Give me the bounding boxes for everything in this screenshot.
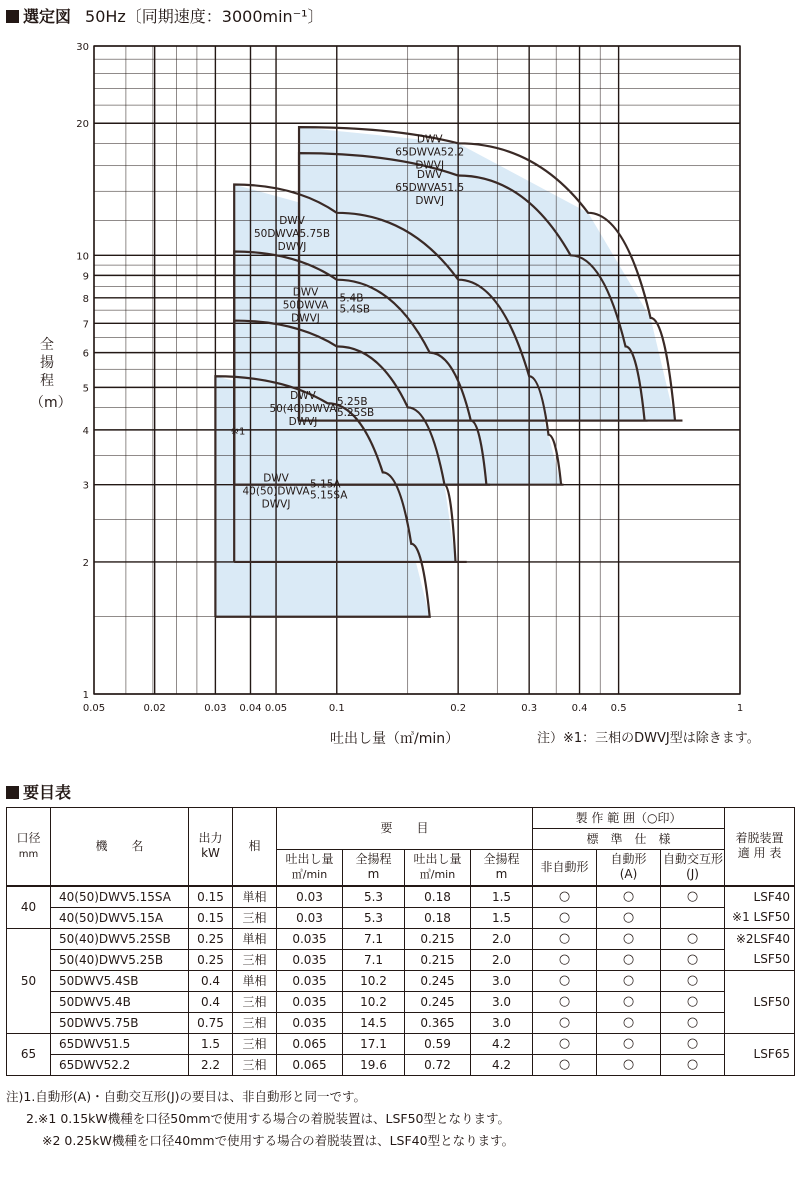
region-label: DWV	[263, 472, 289, 485]
table-row	[7, 1033, 795, 1054]
y-tick-label: 7	[82, 319, 89, 331]
lsf-cell: LSF50	[725, 970, 795, 1033]
chart-footnote: 注）※1：三相のDWVJ型は除きます。	[537, 731, 760, 746]
flow-header-unit: ㎥/min	[419, 868, 456, 882]
region-suffix: 5.25SB	[336, 407, 375, 420]
lsf-value: LSF50	[753, 952, 791, 966]
flow-min-cell: 0.035	[277, 991, 343, 1012]
flow-max-cell: 0.18	[405, 886, 471, 908]
square-bullet-icon	[6, 10, 19, 23]
region-suffix: 5.4B	[339, 292, 364, 305]
nonauto-mark: ○	[533, 928, 597, 949]
head-min-cell: 2.0	[471, 928, 533, 949]
output-header-label: 出力	[198, 831, 223, 846]
y-axis-title-char: 程	[40, 373, 54, 389]
flow-max-cell: 0.215	[405, 928, 471, 949]
table-row	[7, 949, 795, 970]
auto-mark: ○	[597, 991, 661, 1012]
flow-max-cell: 0.59	[405, 1033, 471, 1054]
head-max-cell: 7.1	[343, 949, 405, 970]
head-min-cell: 3.0	[471, 1012, 533, 1033]
bore-cell: 65	[7, 1033, 51, 1075]
auto-mark: ○	[597, 970, 661, 991]
alt-mark: ○	[661, 1012, 725, 1033]
lsf-header-line2: 適 用 表	[737, 846, 782, 861]
y-tick-label: 3	[82, 480, 89, 492]
y-tick-label: 10	[76, 251, 89, 263]
x-tick-label: 0.4	[571, 703, 588, 714]
flow-header-label: 吐出し量	[413, 852, 462, 867]
nonauto-mark: ○	[533, 1033, 597, 1054]
region-label: DWVJ	[291, 312, 320, 325]
region-label: 65DWVA52.2	[395, 146, 465, 159]
output-cell: 0.4	[189, 991, 233, 1012]
bore-header-label: 口径	[16, 830, 41, 845]
flow-min-cell: 0.035	[277, 949, 343, 970]
table-row	[7, 928, 795, 949]
region-label: DWVJ	[415, 159, 445, 172]
alt-mark: ○	[661, 886, 725, 908]
output-cell: 0.25	[189, 949, 233, 970]
flow-max-cell: 0.245	[405, 970, 471, 991]
phase-cell: 単相	[233, 928, 277, 949]
region-label: 50(40)DWVA	[269, 403, 337, 416]
region-label: DWVJ	[415, 195, 445, 208]
lsf-value: ※2LSF40	[735, 932, 791, 946]
head-max-cell: 17.1	[343, 1033, 405, 1054]
output-cell: 0.4	[189, 970, 233, 991]
phase-cell: 三相	[233, 991, 277, 1012]
x-tick-label: 0.02	[143, 703, 166, 714]
head-min-cell: 4.2	[471, 1054, 533, 1075]
y-tick-label: 9	[82, 271, 89, 283]
flow-header	[405, 850, 471, 886]
x-tick-label: 0.1	[328, 703, 345, 714]
y-tick-label: 30	[76, 42, 89, 53]
head-max-cell: 19.6	[343, 1054, 405, 1075]
flow-header-unit: ㎥/min	[291, 868, 328, 882]
head-min-cell: 1.5	[471, 886, 533, 908]
head-max-cell: 5.3	[343, 907, 405, 928]
flow-header-label: 吐出し量	[285, 852, 334, 867]
lsf-cell	[725, 928, 795, 970]
alt-mark	[661, 907, 725, 928]
bore-cell: 40	[7, 886, 51, 929]
footnote-3: ※2 0.25kW機種を口径40mmで使用する場合の着脱装置は、LSF40型となります。	[42, 1133, 515, 1148]
model-cell: 50(40)DWV5.25SB	[51, 928, 189, 949]
model-cell: 40(50)DWV5.15A	[51, 907, 189, 928]
lsf-value: LSF40	[753, 890, 791, 904]
flow-min-cell: 0.035	[277, 928, 343, 949]
phase-cell: 三相	[233, 1054, 277, 1075]
y-axis-title	[38, 336, 56, 390]
flow-max-cell: 0.245	[405, 991, 471, 1012]
model-cell: 65DWV52.2	[51, 1054, 189, 1075]
chart-section-title	[6, 4, 324, 27]
table-section-title	[6, 780, 71, 803]
footnotes	[6, 1086, 514, 1152]
alt-header-label: 自動交互形	[663, 852, 724, 867]
model-cell: 65DWV51.5	[51, 1033, 189, 1054]
phase-cell: 三相	[233, 1012, 277, 1033]
phase-cell: 三相	[233, 907, 277, 928]
x-tick-label: 0.04	[239, 703, 262, 714]
table-row	[7, 991, 795, 1012]
bore-header	[7, 808, 51, 886]
footnote-2: 2.※1 0.15kW機種を口径50mmで使用する場合の着脱装置は、LSF50型となります。	[26, 1111, 511, 1126]
y-axis-title-char: 全	[40, 337, 54, 353]
bore-cell: 50	[7, 928, 51, 1033]
flow-max-cell: 0.72	[405, 1054, 471, 1075]
region-label: 50DWVA5.75B	[253, 227, 331, 240]
output-cell: 0.15	[189, 886, 233, 908]
region-label: 50DWVA	[282, 299, 329, 312]
region-suffix: 5.15SA	[310, 489, 348, 502]
flow-min-cell: 0.035	[277, 970, 343, 991]
alt-mark: ○	[661, 949, 725, 970]
x-tick-label: 0.2	[450, 703, 467, 714]
lsf-cell	[725, 886, 795, 929]
auto-mark: ○	[597, 907, 661, 928]
region-label: DWV	[292, 286, 319, 299]
auto-header-unit: (A)	[619, 867, 638, 882]
nonauto-mark: ○	[533, 949, 597, 970]
region-label: DWVJ	[261, 498, 291, 511]
region-label: DWVJ	[288, 416, 318, 429]
spec-table-body	[7, 886, 795, 1076]
model-header: 機 名	[51, 808, 189, 886]
annotation-mark: ※1	[230, 426, 246, 438]
footnote-1: 注)1.自動形(A)・自動交互形(J)の要目は、非自動形と同一です。	[6, 1089, 367, 1104]
region-label: DWV	[416, 133, 443, 146]
alt-mark: ○	[661, 970, 725, 991]
phase-cell: 三相	[233, 949, 277, 970]
phase-cell: 単相	[233, 970, 277, 991]
region-label: 65DWVA51.5	[395, 182, 465, 195]
auto-mark: ○	[597, 1054, 661, 1075]
head-header	[471, 850, 533, 886]
lsf-header	[725, 808, 795, 886]
flow-min-cell: 0.065	[277, 1054, 343, 1075]
chart-title: 選定図	[23, 7, 72, 26]
alt-mark: ○	[661, 928, 725, 949]
lsf-cell	[725, 1033, 795, 1075]
region-label: DWV	[416, 169, 443, 182]
square-bullet-icon	[6, 786, 19, 799]
y-tick-label: 4	[82, 425, 89, 437]
region-suffix: 5.25B	[336, 396, 368, 409]
head-min-cell: 3.0	[471, 970, 533, 991]
head-max-cell: 14.5	[343, 1012, 405, 1033]
output-header-unit: kW	[201, 846, 220, 861]
region-label: DWVJ	[277, 240, 307, 253]
head-max-cell: 10.2	[343, 970, 405, 991]
model-cell: 50DWV5.4SB	[51, 970, 189, 991]
alt-header	[661, 850, 725, 886]
nonauto-mark: ○	[533, 907, 597, 928]
flow-max-cell: 0.215	[405, 949, 471, 970]
spec-table	[6, 807, 795, 1076]
nonauto-mark: ○	[533, 1054, 597, 1075]
table-row	[7, 907, 795, 928]
flow-max-cell: 0.365	[405, 1012, 471, 1033]
y-tick-label: 8	[82, 293, 89, 305]
head-min-cell: 3.0	[471, 991, 533, 1012]
head-min-cell: 2.0	[471, 949, 533, 970]
y-axis-unit: （m）	[30, 395, 72, 411]
alt-mark: ○	[661, 1054, 725, 1075]
auto-header-label: 自動形	[610, 852, 647, 867]
model-cell: 40(50)DWV5.15SA	[51, 886, 189, 908]
head-header-unit: m	[495, 867, 508, 882]
lsf-value: LSF65	[753, 1047, 791, 1061]
x-tick-label: 0.3	[521, 703, 538, 714]
auto-header	[597, 850, 661, 886]
nonauto-mark: ○	[533, 991, 597, 1012]
output-cell: 1.5	[189, 1033, 233, 1054]
region-label: DWV	[290, 390, 316, 403]
alt-header-unit: (J)	[686, 867, 699, 882]
standard-header: 標 準 仕 様	[533, 829, 725, 850]
y-axis-title-char: 揚	[40, 355, 54, 371]
lsf-value: ※1 LSF50	[732, 910, 791, 924]
phase-cell: 三相	[233, 1033, 277, 1054]
head-max-cell: 10.2	[343, 991, 405, 1012]
flow-min-cell: 0.035	[277, 1012, 343, 1033]
phase-cell: 単相	[233, 886, 277, 908]
head-header-label: 全揚程	[355, 852, 392, 867]
flow-header	[277, 850, 343, 886]
region-suffix: 5.4SB	[339, 303, 371, 316]
table-row	[7, 886, 795, 908]
head-header	[343, 850, 405, 886]
x-tick-label: 0.5	[610, 703, 627, 714]
output-cell: 0.15	[189, 907, 233, 928]
y-tick-label: 2	[82, 557, 89, 569]
flow-max-cell: 0.18	[405, 907, 471, 928]
x-tick-label: 0.03	[204, 703, 227, 714]
y-tick-label: 1	[82, 690, 89, 701]
nonauto-mark: ○	[533, 970, 597, 991]
output-cell: 0.75	[189, 1012, 233, 1033]
region-label: DWV	[279, 214, 305, 227]
y-tick-label: 20	[76, 119, 89, 131]
auto-mark: ○	[597, 928, 661, 949]
table-row	[7, 1054, 795, 1075]
head-header-unit: m	[367, 867, 380, 882]
flow-min-cell: 0.03	[277, 907, 343, 928]
auto-mark: ○	[597, 886, 661, 908]
x-tick-label: 0.05	[264, 703, 288, 714]
y-tick-label: 6	[82, 348, 89, 360]
flow-min-cell: 0.03	[277, 886, 343, 908]
selection-chart	[0, 28, 800, 728]
alt-mark: ○	[661, 1033, 725, 1054]
head-header-label: 全揚程	[483, 852, 520, 867]
output-header	[189, 808, 233, 886]
model-cell: 50DWV5.4B	[51, 991, 189, 1012]
lsf-header-line1: 着脱装置	[735, 831, 784, 846]
alt-mark: ○	[661, 991, 725, 1012]
range-header: 製 作 範 囲（○印）	[533, 808, 725, 829]
table-row	[7, 1012, 795, 1033]
nonauto-mark: ○	[533, 1012, 597, 1033]
region-suffix: 5.15A	[310, 478, 341, 491]
y-tick-label: 5	[82, 383, 89, 395]
x-tick-label: 1	[736, 703, 744, 714]
bore-header-unit: mm	[18, 848, 39, 860]
nonauto-header: 非自動形	[533, 850, 597, 886]
model-cell: 50DWV5.75B	[51, 1012, 189, 1033]
head-max-cell: 7.1	[343, 928, 405, 949]
output-cell: 2.2	[189, 1054, 233, 1075]
model-cell: 50(40)DWV5.25B	[51, 949, 189, 970]
nonauto-mark: ○	[533, 886, 597, 908]
head-min-cell: 4.2	[471, 1033, 533, 1054]
spec-header: 要 目	[277, 808, 533, 850]
auto-mark: ○	[597, 1012, 661, 1033]
region-label: 40(50)DWVA	[242, 485, 310, 498]
table-row	[7, 970, 795, 991]
output-cell: 0.25	[189, 928, 233, 949]
table-title: 要目表	[23, 783, 72, 802]
chart-subtitle: 50Hz〔同期速度：3000min⁻¹〕	[85, 7, 324, 26]
head-min-cell: 1.5	[471, 907, 533, 928]
head-max-cell: 5.3	[343, 886, 405, 908]
phase-header: 相	[233, 808, 277, 886]
flow-min-cell: 0.065	[277, 1033, 343, 1054]
auto-mark: ○	[597, 1033, 661, 1054]
x-tick-label: 0.05	[82, 703, 106, 714]
x-axis-title: 吐出し量（㎥/min）	[330, 731, 460, 747]
auto-mark: ○	[597, 949, 661, 970]
